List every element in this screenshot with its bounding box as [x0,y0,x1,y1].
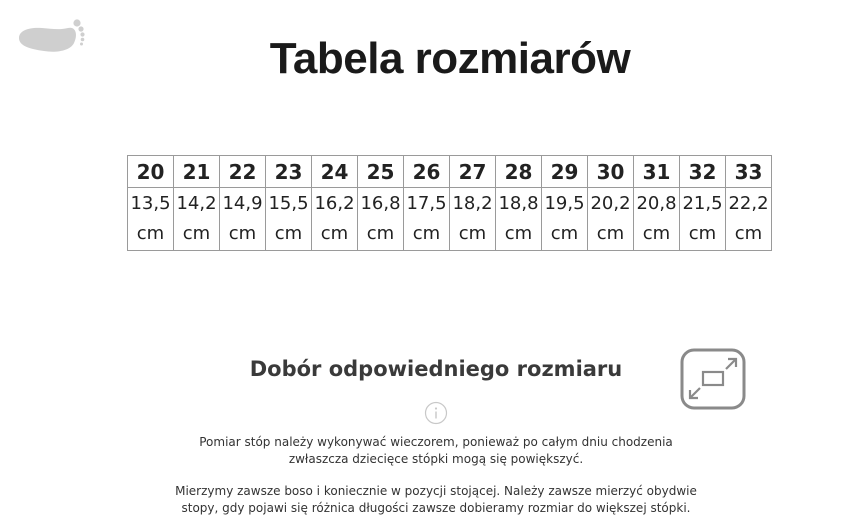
length-unit: cm [228,223,257,244]
length-cell [634,188,680,251]
length-cell [174,188,220,251]
length-value: 20,8 [636,193,677,214]
size-cell: 29 [542,156,588,188]
length-unit: cm [688,223,717,244]
length-row [128,188,772,251]
size-row [128,156,772,188]
measuring-advice-paragraph [150,434,722,468]
size-cell: 22 [220,156,266,188]
length-unit: cm [412,223,441,244]
size-cell: 23 [266,156,312,188]
length-cell [450,188,496,251]
length-cell [726,188,772,251]
resize-arrows-icon [680,348,746,410]
length-value: 19,5 [544,193,585,214]
size-table [127,155,772,251]
length-cell [220,188,266,251]
paragraph-line: Mierzymy zawsze boso i koniecznie w pozycji stojącej. Należy zawsze mierzyć obydwie [175,484,697,498]
size-cell: 26 [404,156,450,188]
length-value: 20,2 [590,193,631,214]
length-unit: cm [596,223,625,244]
size-cell: 28 [496,156,542,188]
size-cell: 27 [450,156,496,188]
length-value: 16,8 [360,193,401,214]
length-cell [496,188,542,251]
length-unit: cm [320,223,349,244]
length-cell [680,188,726,251]
length-cell [128,188,174,251]
size-cell: 33 [726,156,772,188]
length-unit: cm [136,223,165,244]
length-unit: cm [458,223,487,244]
size-cell: 24 [312,156,358,188]
paragraph-line: stopy, gdy pojawi się różnica długości zawsze dobieramy rozmiar do większej stópki. [181,501,691,515]
length-cell [266,188,312,251]
length-unit: cm [504,223,533,244]
measuring-instructions-paragraph [150,483,722,517]
info-icon [424,401,448,425]
length-cell [404,188,450,251]
length-value: 21,5 [682,193,723,214]
length-value: 22,2 [728,193,769,214]
size-cell: 31 [634,156,680,188]
length-cell [542,188,588,251]
size-cell: 20 [128,156,174,188]
length-unit: cm [366,223,395,244]
length-unit: cm [182,223,211,244]
length-unit: cm [642,223,671,244]
length-unit: cm [550,223,579,244]
section-title: Dobór odpowiedniego rozmiaru [249,357,623,381]
length-cell [312,188,358,251]
length-value: 14,9 [222,193,263,214]
paragraph-line: Pomiar stóp należy wykonywać wieczorem, ponieważ po całym dniu chodzenia [199,435,673,449]
size-cell: 32 [680,156,726,188]
length-cell [588,188,634,251]
size-cell: 30 [588,156,634,188]
length-value: 15,5 [268,193,309,214]
length-unit: cm [274,223,303,244]
length-value: 18,2 [452,193,493,214]
size-cell: 21 [174,156,220,188]
length-value: 14,2 [176,193,217,214]
page-title: Tabela rozmiarów [269,34,631,83]
length-value: 18,8 [498,193,539,214]
size-cell: 25 [358,156,404,188]
length-value: 17,5 [406,193,447,214]
length-value: 13,5 [130,193,171,214]
length-unit: cm [734,223,763,244]
length-cell [358,188,404,251]
paragraph-line: zwłaszcza dziecięce stópki mogą się powiększyć. [288,452,584,466]
length-value: 16,2 [314,193,355,214]
